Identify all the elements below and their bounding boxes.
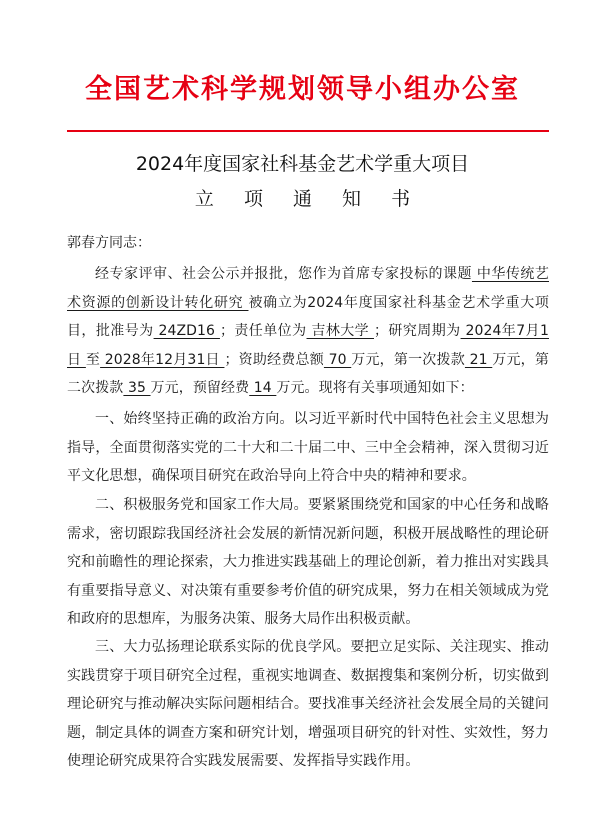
intro-text: 万元，第二次拨款: [67, 351, 549, 396]
approval-number: 24ZD16: [153, 323, 220, 339]
document-title: 2024年度国家社科基金艺术学重大项目: [135, 153, 470, 175]
red-header-rule: [67, 130, 549, 132]
project-topic: 中华传统艺术资源的创新设计转化研究: [67, 266, 549, 311]
salutation: 郭春方同志：: [67, 235, 151, 251]
first-payment: 21: [464, 351, 493, 368]
reserved-funding: 14: [249, 380, 277, 396]
intro-text: 被确立为2024年度国家社科基金艺术学重大项目，批准号为: [67, 294, 550, 339]
intro-paragraph: [67, 260, 549, 403]
second-payment: 35: [123, 380, 151, 396]
intro-text: ；责任单位为: [219, 323, 307, 339]
document-subtitle: 立 项 通 知 书: [194, 188, 423, 210]
intro-text: ；资助经费总额: [224, 351, 324, 368]
responsible-unit: 吉林大学: [306, 323, 374, 339]
start-date: 2024年7月1日: [67, 323, 549, 368]
issuing-office-title: 全国艺术科学规划领导小组办公室: [85, 74, 520, 105]
end-date: 2028年12月31日: [100, 351, 225, 368]
intro-text: 至: [85, 351, 101, 368]
intro-text: 万元。现将有关事项通知如下：: [276, 380, 474, 396]
item-paragraph: 一、始终坚持正确的政治方向。以习近平新时代中国特色社会主义思想为指导，全面贯彻落实党的二十大和二十届二中、三中全会精神，深入贯彻习近平文化思想，确保项目研究在政治导向上符合中央的精神和要求。: [67, 411, 549, 484]
intro-text: 经专家评审、社会公示并报批，您作为首席专家投标的课题: [95, 266, 472, 282]
intro-text: ；研究周期为: [373, 323, 461, 339]
intro-text: 万元，第一次拨款: [351, 351, 465, 368]
item-paragraph: 二、积极服务党和国家工作大局。要紧紧围绕党和国家的中心任务和战略需求，密切跟踪我国经济社会发展的新情况新问题，积极开展战略性的理论研究和前瞻性的理论探索，大力推进实践基础上的理论创新，着力推出对实践具有重要指导意义、对决策有重要参考价值的研究成果，努力在相关领域成为党和政府的思想库，为服务决策、服务大局作出积极贡献。: [67, 497, 549, 627]
total-funding: 70: [323, 351, 352, 368]
item-paragraph: 三、大力弘扬理论联系实际的优良学风。要把立足实际、关注现实、推动实践贯穿于项目研究全过程，重视实地调查、数据搜集和案例分析，切实做到理论研究与推动解决实际问题相结合。要找准事关经济社会发展全局的关键问题，制定具体的调查方案和研究计划，增强项目研究的针对性、实效性，努力使理论研究成果符合实践发展需要、发挥指导实践作用。: [67, 639, 549, 769]
intro-text: 万元，预留经费: [150, 380, 250, 396]
